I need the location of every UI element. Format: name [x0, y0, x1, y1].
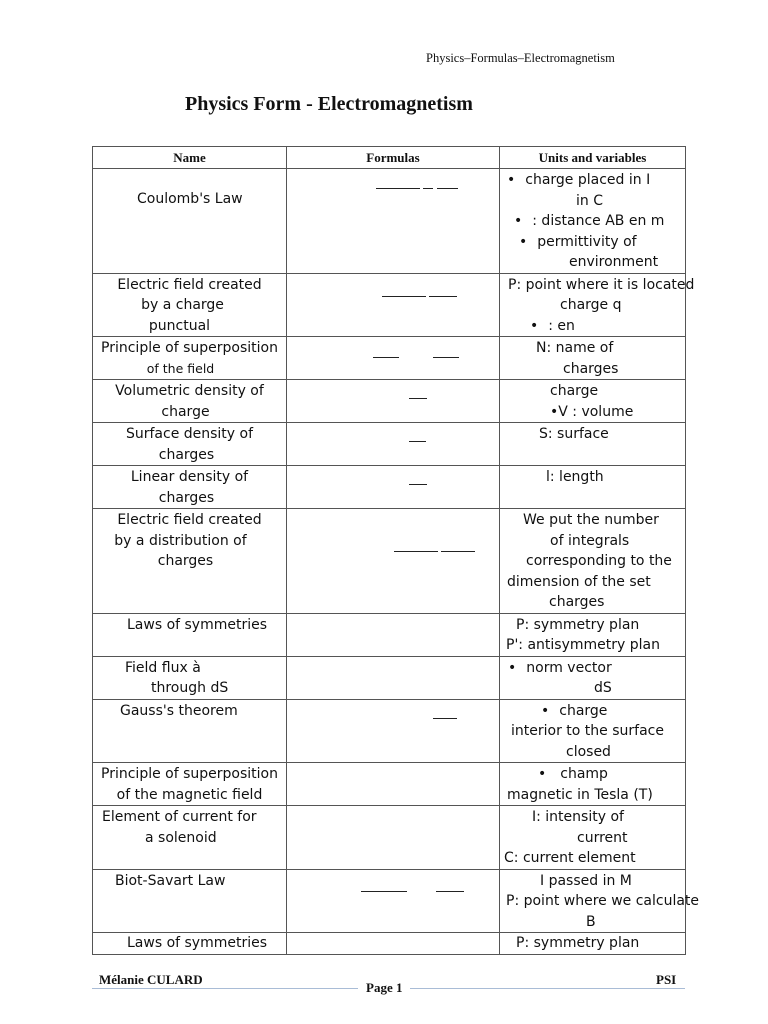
row-name-cell	[93, 656, 287, 699]
units-line: of integrals	[550, 532, 630, 549]
row-units-cell	[500, 806, 686, 870]
row-name-cell	[93, 380, 287, 423]
units-line: P: symmetry plan	[516, 935, 640, 951]
units-line: charge	[550, 383, 599, 399]
column-header-units: Units and variables	[500, 147, 686, 169]
row-units-cell	[500, 869, 700, 933]
units-line: current	[577, 829, 628, 846]
formula-fraction-bar	[433, 718, 457, 719]
table-row	[93, 509, 686, 614]
row-formula-cell	[287, 699, 500, 763]
table-row	[93, 466, 686, 509]
row-name-line: Volumetric density of	[115, 383, 264, 399]
row-name-line: charges	[157, 553, 214, 569]
row-name-cell	[93, 613, 287, 656]
row-units-cell: • champ magnetic in Tesla (T)	[500, 763, 686, 806]
row-name-cell	[93, 933, 287, 955]
row-formula-cell	[287, 509, 500, 614]
row-name-line: through dS	[151, 680, 229, 696]
units-line: B	[586, 913, 596, 930]
row-name-line: Laws of symmetries	[127, 935, 268, 951]
units-line: interior to the surface	[511, 723, 664, 739]
row-name-line: charge	[161, 403, 210, 420]
row-name-cell	[93, 466, 287, 509]
footer-page-number: Page 1	[358, 980, 410, 996]
row-name-cell	[93, 273, 287, 337]
units-line: l: length	[546, 469, 604, 485]
units-line: corresponding to the	[526, 553, 672, 569]
row-formula-cell	[287, 869, 500, 933]
column-header-formulas: Formulas	[287, 147, 500, 169]
row-name-line: charges	[158, 489, 215, 506]
units-line: •V : volume	[550, 403, 634, 420]
table-row	[93, 380, 686, 423]
row-name-line: Principle of superposition	[101, 340, 278, 356]
row-formula-cell	[287, 337, 500, 380]
row-name-line: Electric field created	[117, 512, 262, 528]
units-line: closed	[566, 743, 611, 760]
row-name-cell	[93, 509, 287, 614]
formula-fraction-bar	[394, 551, 438, 552]
row-name-cell	[93, 806, 287, 870]
column-header-name: Name	[93, 147, 287, 169]
row-name-cell	[93, 169, 287, 274]
units-line: S: surface	[539, 426, 609, 442]
units-line: in C	[576, 192, 603, 209]
row-formula-cell	[287, 933, 500, 955]
units-line: dimension of the set	[507, 573, 651, 590]
row-units-cell	[500, 466, 686, 509]
row-formula-cell	[287, 656, 500, 699]
row-name-line: Linear density of	[130, 469, 249, 485]
units-line: We put the number	[523, 512, 659, 528]
units-line: magnetic in Tesla (T)	[507, 786, 653, 803]
page-title: Physics Form - Electromagnetism	[185, 93, 473, 115]
row-formula-cell	[287, 613, 500, 656]
units-line: environment	[569, 254, 659, 270]
row-name-line: by a charge	[141, 297, 224, 313]
table-row	[93, 656, 686, 699]
row-units-cell	[500, 933, 686, 955]
units-line: P: point where we calculate	[506, 893, 700, 909]
row-name-line: Electric field created	[117, 276, 262, 293]
units-line: I: intensity of	[532, 809, 624, 825]
row-name-cell	[93, 337, 287, 380]
units-line: charges	[563, 360, 619, 377]
row-name-cell	[93, 763, 287, 806]
formula-fraction-bar	[373, 357, 399, 358]
units-line: P: point where it is located	[508, 276, 695, 293]
row-name-line: punctual	[148, 317, 211, 334]
row-name-line: Biot-Savart Law	[115, 872, 226, 889]
row-units-cell	[500, 423, 686, 466]
formula-fraction-bar	[423, 188, 433, 189]
row-name-line: charges	[158, 446, 215, 463]
row-name-line: Field flux à	[125, 659, 201, 676]
table-row	[93, 699, 686, 763]
table-row	[93, 933, 686, 955]
table-row	[93, 869, 686, 933]
units-line: charges	[549, 594, 605, 610]
running-header: Physics–Formulas–Electromagnetism	[426, 51, 615, 65]
formulas-table	[92, 146, 700, 955]
table-row	[93, 806, 686, 870]
formula-fraction-bar	[409, 484, 427, 485]
row-units-cell: • norm vector dS	[500, 656, 686, 699]
formula-fraction-bar	[433, 357, 459, 358]
units-line: dS	[594, 680, 612, 696]
units-line: charge q	[560, 297, 622, 313]
table-row	[93, 273, 686, 337]
formula-fraction-bar	[441, 551, 475, 552]
units-line: N: name of	[536, 340, 614, 356]
row-name-line: of the magnetic field	[116, 786, 263, 803]
row-formula-cell	[287, 273, 500, 337]
row-name-cell	[93, 699, 287, 763]
table-row	[93, 613, 686, 656]
units-line: C: current element	[504, 850, 636, 866]
row-units-cell	[500, 509, 686, 614]
row-name-line: Element of current for	[102, 809, 257, 825]
row-name-cell	[93, 423, 287, 466]
row-formula-cell	[287, 806, 500, 870]
formula-fraction-bar	[436, 891, 464, 892]
row-units-cell	[500, 613, 686, 656]
row-units-cell	[500, 380, 686, 423]
row-name-line: a solenoid	[145, 829, 217, 846]
units-line: P: symmetry plan	[516, 616, 640, 633]
row-formula-cell	[287, 169, 500, 274]
formula-fraction-bar	[409, 398, 427, 399]
units-line: I passed in M	[540, 872, 632, 889]
row-name-line: of the field	[146, 360, 215, 376]
row-name-line: Laws of symmetries	[127, 616, 268, 633]
table-row	[93, 337, 686, 380]
formula-fraction-bar	[376, 188, 420, 189]
row-name-line: Surface density of	[125, 426, 254, 442]
table-row	[93, 763, 686, 806]
row-formula-cell	[287, 423, 500, 466]
formula-fraction-bar	[437, 188, 458, 189]
row-name-line: Gauss's theorem	[120, 702, 238, 719]
formula-fraction-bar	[429, 296, 457, 297]
units-line: P': antisymmetry plan	[506, 637, 660, 653]
row-name-cell	[93, 869, 287, 933]
formula-fraction-bar	[382, 296, 426, 297]
table-header-row	[93, 147, 686, 169]
row-formula-cell	[287, 380, 500, 423]
table-row	[93, 423, 686, 466]
table-row	[93, 169, 686, 274]
formula-fraction-bar	[361, 891, 407, 892]
row-name-line: Coulomb's Law	[137, 191, 243, 207]
row-formula-cell	[287, 466, 500, 509]
row-units-cell: • charge placed in I in C • : distance AB en m • permittivity of environment	[500, 169, 686, 274]
row-units-cell: P: point where it is located charge q • : en	[500, 273, 686, 337]
row-name-line: Principle of superposition	[101, 766, 278, 782]
footer-class: PSI	[656, 972, 677, 987]
row-units-cell: • charge interior to the surface closed	[500, 699, 686, 763]
row-units-cell	[500, 337, 686, 380]
row-name-line: by a distribution of	[114, 532, 247, 549]
footer-author: Mélanie CULARD	[99, 972, 203, 987]
row-formula-cell	[287, 763, 500, 806]
formula-fraction-bar	[409, 441, 426, 442]
